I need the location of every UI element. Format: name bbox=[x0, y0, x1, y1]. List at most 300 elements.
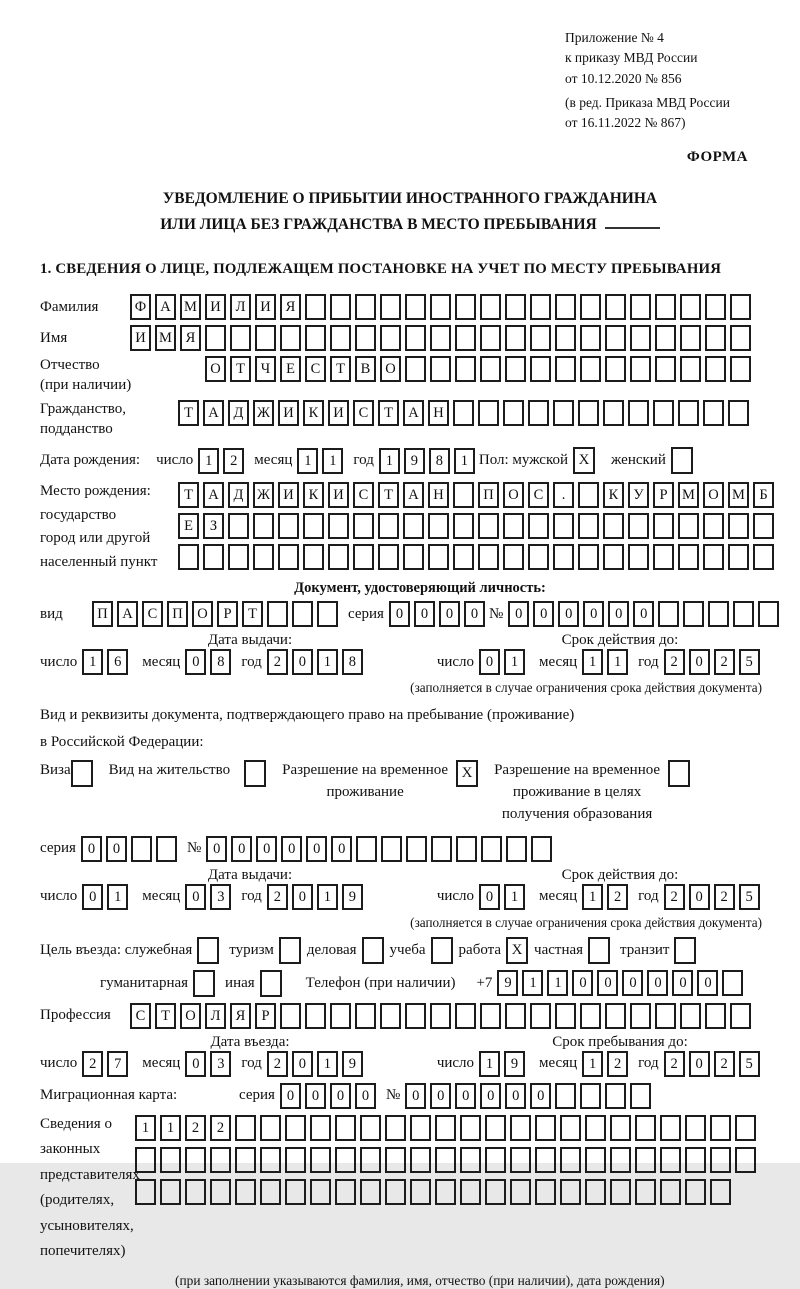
form-cell[interactable] bbox=[678, 400, 699, 426]
form-cell[interactable]: 0 bbox=[82, 884, 103, 910]
form-cell[interactable] bbox=[535, 1147, 556, 1173]
form-cell[interactable]: Я bbox=[280, 294, 301, 320]
form-cell[interactable] bbox=[381, 836, 402, 862]
form-cell[interactable] bbox=[578, 482, 599, 508]
form-cell[interactable] bbox=[455, 1003, 476, 1029]
form-cell[interactable] bbox=[317, 601, 338, 627]
form-cell[interactable]: 0 bbox=[672, 970, 693, 996]
form-cell[interactable]: А bbox=[403, 400, 424, 426]
form-cell[interactable]: Т bbox=[378, 482, 399, 508]
form-cell[interactable]: 2 bbox=[223, 448, 244, 474]
form-cell[interactable]: 0 bbox=[292, 884, 313, 910]
form-cell[interactable]: 9 bbox=[404, 448, 425, 474]
form-cell[interactable] bbox=[653, 544, 674, 570]
form-cell[interactable] bbox=[360, 1179, 381, 1205]
form-cell[interactable] bbox=[267, 601, 288, 627]
form-cell[interactable] bbox=[578, 513, 599, 539]
form-cell[interactable] bbox=[603, 513, 624, 539]
form-cell[interactable] bbox=[530, 325, 551, 351]
form-cell[interactable] bbox=[722, 970, 743, 996]
form-cell[interactable] bbox=[655, 356, 676, 382]
form-cell[interactable] bbox=[403, 513, 424, 539]
form-cell[interactable]: 9 bbox=[497, 970, 518, 996]
form-cell[interactable] bbox=[360, 1115, 381, 1141]
form-cell[interactable] bbox=[503, 513, 524, 539]
form-cell[interactable] bbox=[728, 544, 749, 570]
form-cell[interactable] bbox=[385, 1179, 406, 1205]
form-cell[interactable]: 0 bbox=[508, 601, 529, 627]
form-cell[interactable] bbox=[456, 836, 477, 862]
form-cell[interactable] bbox=[635, 1115, 656, 1141]
form-cell[interactable] bbox=[203, 544, 224, 570]
form-cell[interactable] bbox=[453, 544, 474, 570]
form-cell[interactable] bbox=[685, 1147, 706, 1173]
form-cell[interactable] bbox=[655, 325, 676, 351]
form-cell[interactable] bbox=[655, 1003, 676, 1029]
form-cell[interactable]: 1 bbox=[582, 1051, 603, 1077]
form-cell[interactable]: В bbox=[355, 356, 376, 382]
form-cell[interactable]: О bbox=[503, 482, 524, 508]
form-cell[interactable] bbox=[505, 294, 526, 320]
form-cell[interactable] bbox=[260, 1147, 281, 1173]
form-cell[interactable]: Т bbox=[178, 482, 199, 508]
form-cell[interactable]: 1 bbox=[547, 970, 568, 996]
form-cell[interactable] bbox=[328, 544, 349, 570]
form-cell[interactable] bbox=[330, 1003, 351, 1029]
form-cell[interactable]: . bbox=[553, 482, 574, 508]
form-cell[interactable]: О bbox=[380, 356, 401, 382]
form-cell[interactable] bbox=[683, 601, 704, 627]
form-cell[interactable] bbox=[610, 1147, 631, 1173]
form-cell[interactable] bbox=[328, 513, 349, 539]
form-cell[interactable] bbox=[753, 513, 774, 539]
form-cell[interactable] bbox=[410, 1179, 431, 1205]
form-cell[interactable] bbox=[580, 1003, 601, 1029]
form-cell[interactable] bbox=[430, 294, 451, 320]
form-cell[interactable]: 1 bbox=[317, 1051, 338, 1077]
form-cell[interactable] bbox=[728, 513, 749, 539]
form-cell[interactable]: 1 bbox=[160, 1115, 181, 1141]
form-cell[interactable] bbox=[435, 1179, 456, 1205]
form-cell[interactable] bbox=[378, 513, 399, 539]
form-cell[interactable] bbox=[735, 1147, 756, 1173]
form-cell[interactable]: М bbox=[180, 294, 201, 320]
form-cell[interactable] bbox=[356, 836, 377, 862]
form-cell[interactable]: 1 bbox=[582, 884, 603, 910]
form-cell[interactable] bbox=[555, 294, 576, 320]
form-cell[interactable]: Л bbox=[205, 1003, 226, 1029]
form-cell[interactable] bbox=[531, 836, 552, 862]
form-cell[interactable]: Е bbox=[280, 356, 301, 382]
form-cell[interactable] bbox=[353, 544, 374, 570]
form-cell[interactable] bbox=[535, 1179, 556, 1205]
form-cell[interactable] bbox=[485, 1115, 506, 1141]
form-cell[interactable] bbox=[730, 1003, 751, 1029]
form-cell[interactable] bbox=[680, 294, 701, 320]
form-cell[interactable] bbox=[228, 513, 249, 539]
form-cell[interactable] bbox=[185, 1147, 206, 1173]
form-cell[interactable] bbox=[235, 1115, 256, 1141]
form-cell[interactable]: 0 bbox=[689, 649, 710, 675]
form-cell[interactable]: 2 bbox=[714, 649, 735, 675]
form-cell[interactable] bbox=[703, 400, 724, 426]
form-cell[interactable]: 0 bbox=[185, 1051, 206, 1077]
form-cell[interactable]: 1 bbox=[379, 448, 400, 474]
residence-permit-checkbox[interactable] bbox=[244, 760, 266, 787]
form-cell[interactable] bbox=[753, 544, 774, 570]
form-cell[interactable]: У bbox=[628, 482, 649, 508]
form-cell[interactable]: 2 bbox=[714, 884, 735, 910]
form-cell[interactable] bbox=[703, 544, 724, 570]
form-cell[interactable]: 0 bbox=[479, 649, 500, 675]
form-cell[interactable] bbox=[480, 356, 501, 382]
form-cell[interactable]: С bbox=[130, 1003, 151, 1029]
form-cell[interactable]: 2 bbox=[267, 1051, 288, 1077]
form-cell[interactable]: О bbox=[192, 601, 213, 627]
form-cell[interactable] bbox=[480, 325, 501, 351]
form-cell[interactable]: 0 bbox=[331, 836, 352, 862]
form-cell[interactable]: 2 bbox=[714, 1051, 735, 1077]
form-cell[interactable] bbox=[255, 325, 276, 351]
form-cell[interactable] bbox=[253, 544, 274, 570]
form-cell[interactable] bbox=[453, 400, 474, 426]
form-cell[interactable] bbox=[605, 356, 626, 382]
form-cell[interactable]: О bbox=[205, 356, 226, 382]
form-cell[interactable] bbox=[680, 325, 701, 351]
form-cell[interactable]: 0 bbox=[281, 836, 302, 862]
form-cell[interactable] bbox=[305, 1003, 326, 1029]
form-cell[interactable] bbox=[733, 601, 754, 627]
form-cell[interactable]: 1 bbox=[504, 649, 525, 675]
form-cell[interactable]: 2 bbox=[267, 884, 288, 910]
form-cell[interactable] bbox=[605, 1083, 626, 1109]
form-cell[interactable] bbox=[685, 1115, 706, 1141]
form-cell[interactable]: 1 bbox=[322, 448, 343, 474]
form-cell[interactable] bbox=[653, 400, 674, 426]
form-cell[interactable] bbox=[156, 836, 177, 862]
form-cell[interactable] bbox=[528, 513, 549, 539]
form-cell[interactable]: Р bbox=[653, 482, 674, 508]
purpose-business-checkbox[interactable] bbox=[362, 937, 384, 964]
form-cell[interactable] bbox=[280, 1003, 301, 1029]
form-cell[interactable] bbox=[580, 356, 601, 382]
form-cell[interactable] bbox=[705, 356, 726, 382]
form-cell[interactable] bbox=[553, 544, 574, 570]
form-cell[interactable] bbox=[653, 513, 674, 539]
form-cell[interactable]: 0 bbox=[430, 1083, 451, 1109]
form-cell[interactable]: 2 bbox=[664, 884, 685, 910]
form-cell[interactable] bbox=[510, 1147, 531, 1173]
form-cell[interactable]: 2 bbox=[267, 649, 288, 675]
form-cell[interactable] bbox=[553, 513, 574, 539]
form-cell[interactable]: 1 bbox=[607, 649, 628, 675]
form-cell[interactable] bbox=[160, 1147, 181, 1173]
form-cell[interactable] bbox=[705, 294, 726, 320]
form-cell[interactable] bbox=[578, 400, 599, 426]
form-cell[interactable]: 1 bbox=[317, 884, 338, 910]
form-cell[interactable] bbox=[555, 1003, 576, 1029]
form-cell[interactable]: 1 bbox=[504, 884, 525, 910]
form-cell[interactable] bbox=[355, 325, 376, 351]
form-cell[interactable]: М bbox=[155, 325, 176, 351]
form-cell[interactable]: 0 bbox=[572, 970, 593, 996]
form-cell[interactable] bbox=[708, 601, 729, 627]
form-cell[interactable]: Ж bbox=[253, 400, 274, 426]
form-cell[interactable] bbox=[478, 400, 499, 426]
form-cell[interactable] bbox=[310, 1179, 331, 1205]
form-cell[interactable] bbox=[510, 1179, 531, 1205]
form-cell[interactable]: 1 bbox=[522, 970, 543, 996]
form-cell[interactable] bbox=[378, 544, 399, 570]
form-cell[interactable]: 0 bbox=[479, 884, 500, 910]
form-cell[interactable] bbox=[305, 294, 326, 320]
form-cell[interactable] bbox=[503, 400, 524, 426]
form-cell[interactable]: Ж bbox=[253, 482, 274, 508]
form-cell[interactable] bbox=[678, 544, 699, 570]
form-cell[interactable] bbox=[278, 513, 299, 539]
form-cell[interactable] bbox=[605, 1003, 626, 1029]
form-cell[interactable] bbox=[685, 1179, 706, 1205]
form-cell[interactable] bbox=[678, 513, 699, 539]
form-cell[interactable]: Т bbox=[230, 356, 251, 382]
form-cell[interactable]: К bbox=[603, 482, 624, 508]
form-cell[interactable]: 9 bbox=[504, 1051, 525, 1077]
form-cell[interactable]: Е bbox=[178, 513, 199, 539]
form-cell[interactable] bbox=[455, 325, 476, 351]
form-cell[interactable]: 0 bbox=[583, 601, 604, 627]
form-cell[interactable] bbox=[505, 356, 526, 382]
form-cell[interactable] bbox=[478, 513, 499, 539]
form-cell[interactable]: Н bbox=[428, 400, 449, 426]
form-cell[interactable]: О bbox=[180, 1003, 201, 1029]
gender-male-checkbox[interactable]: X bbox=[573, 447, 595, 474]
form-cell[interactable]: И bbox=[255, 294, 276, 320]
form-cell[interactable]: Р bbox=[255, 1003, 276, 1029]
form-cell[interactable] bbox=[430, 1003, 451, 1029]
form-cell[interactable] bbox=[335, 1179, 356, 1205]
form-cell[interactable] bbox=[585, 1179, 606, 1205]
form-cell[interactable]: Ф bbox=[130, 294, 151, 320]
form-cell[interactable]: 0 bbox=[647, 970, 668, 996]
form-cell[interactable]: 0 bbox=[558, 601, 579, 627]
form-cell[interactable]: 0 bbox=[480, 1083, 501, 1109]
form-cell[interactable]: 7 bbox=[107, 1051, 128, 1077]
form-cell[interactable]: И bbox=[328, 482, 349, 508]
form-cell[interactable]: 0 bbox=[206, 836, 227, 862]
form-cell[interactable] bbox=[710, 1179, 731, 1205]
form-cell[interactable] bbox=[230, 325, 251, 351]
form-cell[interactable] bbox=[430, 356, 451, 382]
form-cell[interactable] bbox=[303, 513, 324, 539]
form-cell[interactable] bbox=[555, 1083, 576, 1109]
form-cell[interactable] bbox=[560, 1179, 581, 1205]
form-cell[interactable]: А bbox=[155, 294, 176, 320]
form-cell[interactable] bbox=[428, 513, 449, 539]
form-cell[interactable]: С bbox=[528, 482, 549, 508]
form-cell[interactable] bbox=[406, 836, 427, 862]
form-cell[interactable] bbox=[405, 1003, 426, 1029]
form-cell[interactable]: Р bbox=[217, 601, 238, 627]
form-cell[interactable] bbox=[578, 544, 599, 570]
form-cell[interactable]: 1 bbox=[198, 448, 219, 474]
form-cell[interactable] bbox=[635, 1179, 656, 1205]
form-cell[interactable] bbox=[580, 325, 601, 351]
form-cell[interactable] bbox=[528, 400, 549, 426]
form-cell[interactable] bbox=[580, 294, 601, 320]
form-cell[interactable] bbox=[405, 356, 426, 382]
form-cell[interactable] bbox=[630, 1083, 651, 1109]
form-cell[interactable]: Я bbox=[180, 325, 201, 351]
form-cell[interactable]: 0 bbox=[292, 649, 313, 675]
form-cell[interactable]: П bbox=[92, 601, 113, 627]
form-cell[interactable] bbox=[453, 482, 474, 508]
form-cell[interactable]: 1 bbox=[297, 448, 318, 474]
form-cell[interactable] bbox=[628, 513, 649, 539]
form-cell[interactable]: А bbox=[203, 482, 224, 508]
form-cell[interactable]: К bbox=[303, 482, 324, 508]
form-cell[interactable] bbox=[410, 1147, 431, 1173]
purpose-study-checkbox[interactable] bbox=[431, 937, 453, 964]
form-cell[interactable] bbox=[430, 325, 451, 351]
form-cell[interactable]: 0 bbox=[597, 970, 618, 996]
form-cell[interactable] bbox=[480, 1003, 501, 1029]
temp-permit-edu-checkbox[interactable] bbox=[668, 760, 690, 787]
form-cell[interactable] bbox=[385, 1147, 406, 1173]
form-cell[interactable] bbox=[610, 1115, 631, 1141]
form-cell[interactable] bbox=[285, 1115, 306, 1141]
form-cell[interactable] bbox=[431, 836, 452, 862]
form-cell[interactable] bbox=[410, 1115, 431, 1141]
form-cell[interactable]: 0 bbox=[533, 601, 554, 627]
form-cell[interactable] bbox=[730, 325, 751, 351]
form-cell[interactable] bbox=[355, 1003, 376, 1029]
form-cell[interactable]: 2 bbox=[607, 884, 628, 910]
form-cell[interactable] bbox=[710, 1115, 731, 1141]
form-cell[interactable]: П bbox=[478, 482, 499, 508]
form-cell[interactable] bbox=[630, 356, 651, 382]
form-cell[interactable]: Т bbox=[378, 400, 399, 426]
form-cell[interactable]: 1 bbox=[454, 448, 475, 474]
form-cell[interactable] bbox=[730, 356, 751, 382]
form-cell[interactable]: И bbox=[278, 400, 299, 426]
form-cell[interactable] bbox=[585, 1115, 606, 1141]
form-cell[interactable]: 8 bbox=[342, 649, 363, 675]
form-cell[interactable] bbox=[453, 513, 474, 539]
form-cell[interactable] bbox=[135, 1179, 156, 1205]
form-cell[interactable] bbox=[405, 325, 426, 351]
form-cell[interactable]: 2 bbox=[185, 1115, 206, 1141]
form-cell[interactable]: 0 bbox=[330, 1083, 351, 1109]
form-cell[interactable]: 0 bbox=[697, 970, 718, 996]
form-cell[interactable] bbox=[680, 356, 701, 382]
form-cell[interactable] bbox=[555, 325, 576, 351]
form-cell[interactable]: 2 bbox=[664, 1051, 685, 1077]
form-cell[interactable] bbox=[460, 1179, 481, 1205]
form-cell[interactable] bbox=[660, 1179, 681, 1205]
form-cell[interactable]: 0 bbox=[464, 601, 485, 627]
form-cell[interactable] bbox=[428, 544, 449, 570]
form-cell[interactable] bbox=[135, 1147, 156, 1173]
form-cell[interactable] bbox=[455, 294, 476, 320]
form-cell[interactable]: Д bbox=[228, 400, 249, 426]
form-cell[interactable] bbox=[185, 1179, 206, 1205]
form-cell[interactable] bbox=[630, 325, 651, 351]
form-cell[interactable] bbox=[630, 294, 651, 320]
form-cell[interactable] bbox=[228, 544, 249, 570]
form-cell[interactable]: 0 bbox=[106, 836, 127, 862]
form-cell[interactable]: 0 bbox=[81, 836, 102, 862]
form-cell[interactable]: 0 bbox=[389, 601, 410, 627]
form-cell[interactable]: 1 bbox=[479, 1051, 500, 1077]
form-cell[interactable]: 0 bbox=[608, 601, 629, 627]
form-cell[interactable] bbox=[555, 356, 576, 382]
form-cell[interactable] bbox=[605, 325, 626, 351]
form-cell[interactable] bbox=[330, 325, 351, 351]
purpose-service-checkbox[interactable] bbox=[197, 937, 219, 964]
form-cell[interactable]: М bbox=[678, 482, 699, 508]
purpose-work-checkbox[interactable]: X bbox=[506, 937, 528, 964]
form-cell[interactable]: 1 bbox=[135, 1115, 156, 1141]
form-cell[interactable]: 0 bbox=[355, 1083, 376, 1109]
form-cell[interactable] bbox=[485, 1179, 506, 1205]
form-cell[interactable]: 3 bbox=[210, 1051, 231, 1077]
form-cell[interactable] bbox=[460, 1115, 481, 1141]
form-cell[interactable]: 0 bbox=[505, 1083, 526, 1109]
form-cell[interactable] bbox=[385, 1115, 406, 1141]
form-cell[interactable] bbox=[635, 1147, 656, 1173]
form-cell[interactable]: 5 bbox=[739, 884, 760, 910]
form-cell[interactable] bbox=[360, 1147, 381, 1173]
form-cell[interactable]: 0 bbox=[414, 601, 435, 627]
form-cell[interactable] bbox=[280, 325, 301, 351]
form-cell[interactable]: 0 bbox=[306, 836, 327, 862]
form-cell[interactable] bbox=[505, 325, 526, 351]
form-cell[interactable]: 0 bbox=[439, 601, 460, 627]
purpose-private-checkbox[interactable] bbox=[588, 937, 610, 964]
form-cell[interactable] bbox=[710, 1147, 731, 1173]
form-cell[interactable]: 2 bbox=[664, 649, 685, 675]
form-cell[interactable] bbox=[510, 1115, 531, 1141]
form-cell[interactable]: 0 bbox=[305, 1083, 326, 1109]
form-cell[interactable] bbox=[580, 1083, 601, 1109]
form-cell[interactable] bbox=[610, 1179, 631, 1205]
form-cell[interactable] bbox=[253, 513, 274, 539]
form-cell[interactable] bbox=[553, 400, 574, 426]
form-cell[interactable] bbox=[703, 513, 724, 539]
form-cell[interactable] bbox=[480, 294, 501, 320]
form-cell[interactable]: 1 bbox=[107, 884, 128, 910]
form-cell[interactable]: Я bbox=[230, 1003, 251, 1029]
form-cell[interactable]: 9 bbox=[342, 1051, 363, 1077]
form-cell[interactable] bbox=[310, 1147, 331, 1173]
form-cell[interactable] bbox=[403, 544, 424, 570]
form-cell[interactable] bbox=[380, 294, 401, 320]
form-cell[interactable] bbox=[353, 513, 374, 539]
form-cell[interactable] bbox=[680, 1003, 701, 1029]
form-cell[interactable] bbox=[210, 1179, 231, 1205]
form-cell[interactable] bbox=[478, 544, 499, 570]
form-cell[interactable]: 5 bbox=[739, 1051, 760, 1077]
purpose-tourism-checkbox[interactable] bbox=[279, 937, 301, 964]
form-cell[interactable] bbox=[505, 1003, 526, 1029]
form-cell[interactable] bbox=[235, 1179, 256, 1205]
purpose-other-checkbox[interactable] bbox=[260, 970, 282, 997]
form-cell[interactable] bbox=[260, 1179, 281, 1205]
form-cell[interactable] bbox=[528, 544, 549, 570]
form-cell[interactable]: М bbox=[728, 482, 749, 508]
form-cell[interactable] bbox=[560, 1147, 581, 1173]
form-cell[interactable]: 0 bbox=[530, 1083, 551, 1109]
